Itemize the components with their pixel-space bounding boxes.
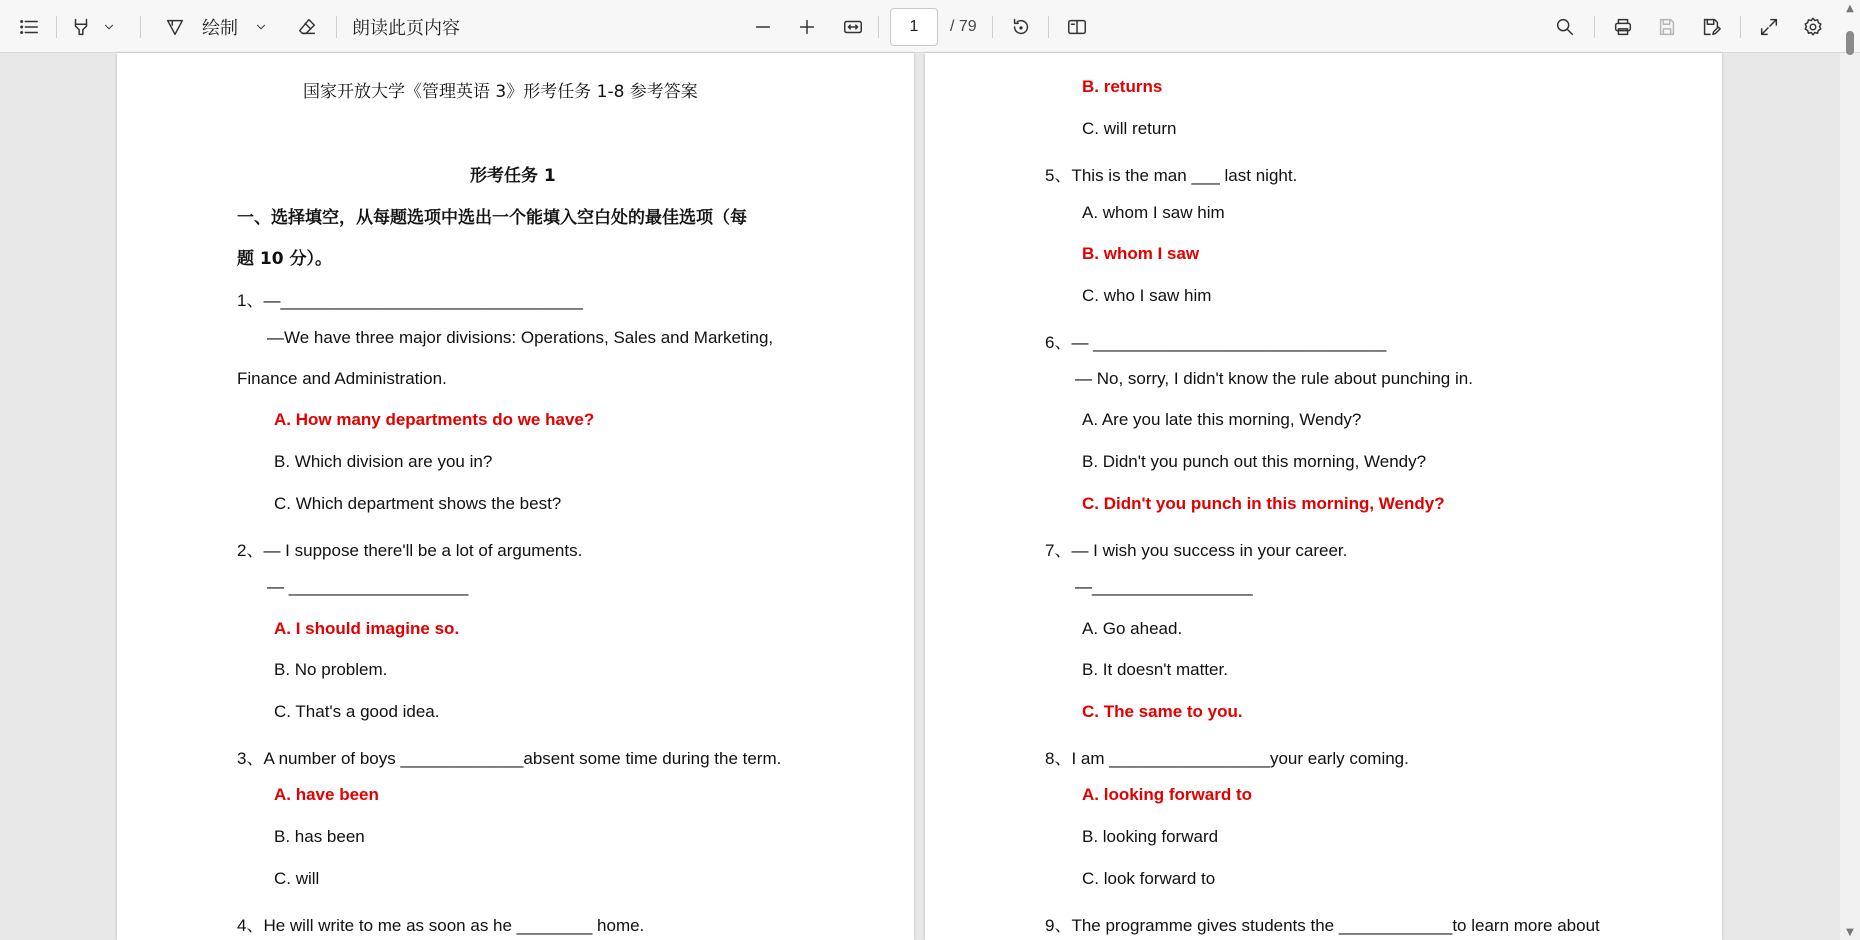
- contents-icon[interactable]: [12, 0, 46, 53]
- question-text: —_________________: [1075, 577, 1253, 596]
- option: C. will: [274, 869, 320, 888]
- option: A. Are you late this morning, Wendy?: [1082, 410, 1362, 429]
- question-1: 1、—________________________________: [237, 291, 584, 310]
- question-text: Finance and Administration.: [237, 369, 447, 388]
- option: C. Which department shows the best?: [274, 494, 562, 513]
- save-icon[interactable]: [1652, 0, 1682, 53]
- question-7: 7、— I wish you success in your career.: [1045, 541, 1348, 560]
- page-total: / 79: [950, 18, 977, 35]
- question-8: 8、I am _________________your early coming.: [1045, 749, 1409, 768]
- chevron-down-icon[interactable]: [252, 0, 270, 53]
- answer-option: B. returns: [1082, 77, 1163, 96]
- question-3: 3、A number of boys _____________absent some time during the term.: [237, 749, 782, 768]
- eraser-icon[interactable]: [290, 0, 324, 53]
- option: C. who I saw him: [1082, 286, 1212, 305]
- option: C. will return: [1082, 119, 1177, 138]
- fullscreen-icon[interactable]: [1752, 0, 1786, 53]
- option: C. look forward to: [1082, 869, 1216, 888]
- two-page-icon[interactable]: [1062, 0, 1092, 53]
- option: B. looking forward: [1082, 827, 1219, 846]
- scroll-thumb[interactable]: [1846, 31, 1854, 55]
- option: B. It doesn't matter.: [1082, 660, 1228, 679]
- option: B. has been: [274, 827, 365, 846]
- document-title: 国家开放大学《管理英语 3》形考任务 1-8 参考答案: [303, 82, 698, 102]
- settings-icon[interactable]: [1796, 0, 1830, 53]
- answer-option: C. Didn't you punch in this morning, Wendy?: [1082, 494, 1445, 513]
- pdf-page-left: [117, 53, 914, 940]
- answer-option: C. The same to you.: [1082, 702, 1243, 721]
- pdf-page-right: [925, 53, 1722, 940]
- rotate-icon[interactable]: [1006, 0, 1036, 53]
- save-as-icon[interactable]: [1696, 0, 1726, 53]
- question-4: 4、He will write to me as soon as he ________ home.: [237, 916, 645, 935]
- instruction-line: 题 10 分）。: [237, 249, 332, 269]
- answer-option: A. have been: [274, 785, 379, 804]
- option: B. Didn't you punch out this morning, Wendy?: [1082, 452, 1427, 471]
- highlight-icon[interactable]: [66, 0, 96, 53]
- print-icon[interactable]: [1606, 0, 1640, 53]
- page-number-input[interactable]: 1: [890, 8, 938, 46]
- zoom-in-icon[interactable]: [792, 0, 822, 53]
- fit-width-icon[interactable]: [838, 0, 868, 53]
- question-2: 2、— I suppose there'll be a lot of arguments.: [237, 541, 583, 560]
- draw-label[interactable]: 绘制: [202, 17, 238, 39]
- question-6: 6、— _______________________________: [1045, 333, 1387, 352]
- question-text: — ___________________: [267, 577, 469, 596]
- answer-option: A. looking forward to: [1082, 785, 1252, 804]
- scroll-up-icon[interactable]: ▲: [1846, 3, 1854, 14]
- option: A. Go ahead.: [1082, 619, 1183, 638]
- option: A. whom I saw him: [1082, 203, 1225, 222]
- draw-icon[interactable]: [160, 0, 190, 53]
- vertical-scrollbar[interactable]: [1840, 3, 1860, 940]
- question-text: — No, sorry, I didn't know the rule about punching in.: [1075, 369, 1473, 388]
- question-9: 9、The programme gives students the ____________to learn more about: [1045, 916, 1600, 935]
- option: B. No problem.: [274, 660, 388, 679]
- pdf-toolbar: [0, 0, 1860, 53]
- read-aloud-button[interactable]: 朗读此页内容: [352, 17, 460, 39]
- scroll-down-icon[interactable]: ▼: [1846, 927, 1854, 938]
- answer-option: B. whom I saw: [1082, 244, 1200, 263]
- option: B. Which division are you in?: [274, 452, 493, 471]
- zoom-out-icon[interactable]: [748, 0, 778, 53]
- section-title: 形考任务 1: [470, 166, 556, 186]
- option: C. That's a good idea.: [274, 702, 440, 721]
- answer-option: A. How many departments do we have?: [274, 410, 595, 429]
- search-icon[interactable]: [1550, 0, 1580, 53]
- question-text: —We have three major divisions: Operations, Sales and Marketing,: [267, 328, 774, 347]
- instruction-line: 一、选择填空，从每题选项中选出一个能填入空白处的最佳选项（每: [237, 208, 747, 228]
- answer-option: A. I should imagine so.: [274, 619, 460, 638]
- question-5: 5、This is the man ___ last night.: [1045, 166, 1298, 185]
- chevron-down-icon[interactable]: [100, 0, 118, 53]
